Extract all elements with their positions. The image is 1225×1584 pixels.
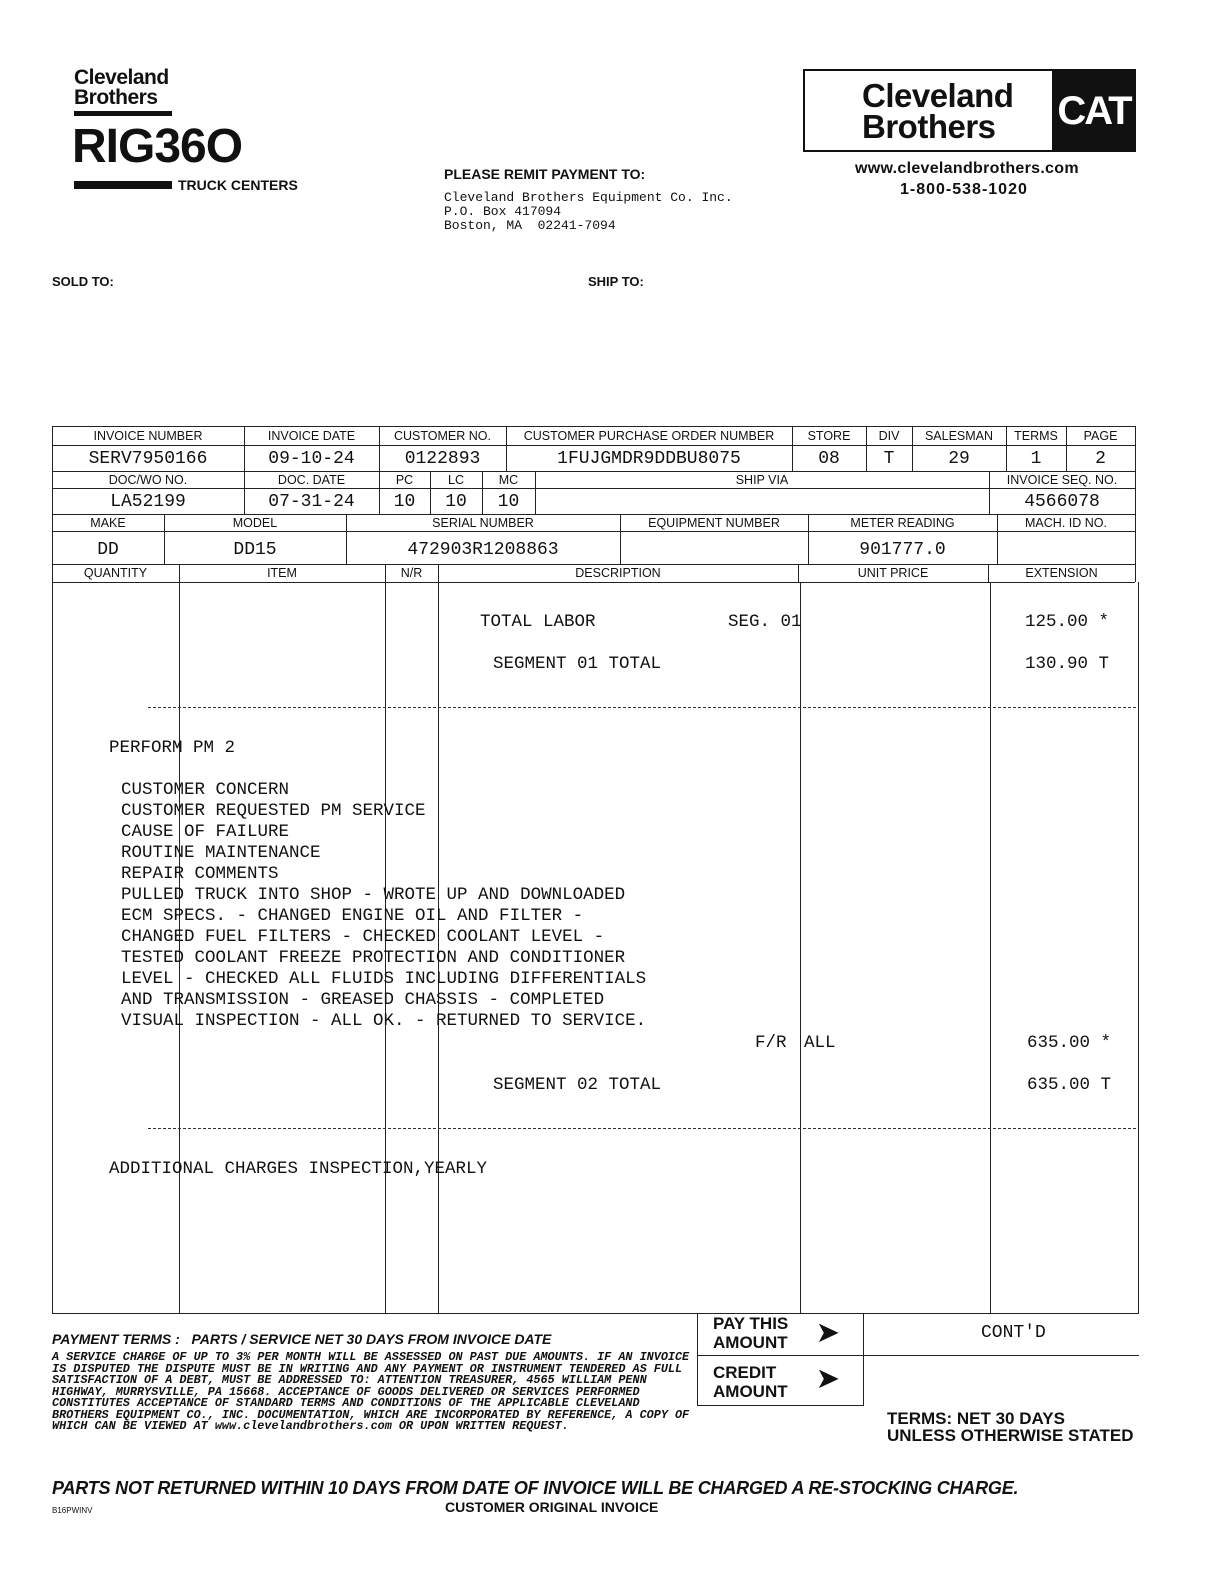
- remit-line2: P.O. Box 417094: [444, 204, 562, 219]
- note-line: ROUTINE MAINTENANCE: [121, 843, 321, 863]
- po-label: CUSTOMER PURCHASE ORDER NUMBER: [523, 429, 775, 443]
- meter-label: METER READING: [850, 516, 955, 530]
- segment-02-total-amount: 635.00 T: [1027, 1075, 1112, 1095]
- note-line: LEVEL - CHECKED ALL FLUIDS INCLUDING DIFFERENTIALS: [121, 969, 647, 989]
- note-line: VISUAL INSPECTION - ALL OK. - RETURNED TO SERVICE.: [121, 1011, 647, 1031]
- ship-via-label: SHIP VIA: [735, 473, 789, 487]
- mach-id-label: MACH. ID NO.: [1025, 516, 1107, 530]
- form-id: B16PWINV: [52, 1506, 93, 1515]
- logo-brand-mark: O: [205, 120, 243, 173]
- cat-logo-company: [862, 77, 1014, 145]
- note-line: REPAIR COMMENTS: [121, 864, 279, 884]
- pay-this-amount-label: [713, 1314, 788, 1352]
- invoice-seq-label: INVOICE SEQ. NO.: [1006, 473, 1118, 487]
- credit-amount-label: [713, 1363, 788, 1401]
- note-line: AND TRANSMISSION - GREASED CHASSIS - COMPLETED: [121, 990, 605, 1010]
- doc-date-label: DOC. DATE: [277, 473, 346, 487]
- sold-to-label: SOLD TO:: [52, 274, 114, 289]
- remit-line1: Cleveland Brothers Equipment Co. Inc.: [444, 190, 733, 205]
- phone-number: 1-800-538-1020: [900, 181, 1028, 198]
- logo-bar: [74, 181, 172, 189]
- total-labor-amount: 125.00 *: [1025, 612, 1110, 632]
- doc-date: 07-31-24: [268, 492, 355, 512]
- make: DD: [97, 540, 119, 560]
- terms-label: TERMS: [1014, 429, 1058, 443]
- logo-rule: [74, 111, 172, 116]
- po-number: 1FUJGMDR9DDBU8075: [557, 449, 741, 469]
- segment-01-tag: SEG. 01: [728, 612, 802, 632]
- page-number: 2: [1095, 449, 1106, 469]
- div-label: DIV: [878, 429, 900, 443]
- doc-wo-label: DOC/WO NO.: [108, 473, 188, 487]
- segment-divider: [148, 1128, 1136, 1129]
- extension-col-header: EXTENSION: [1025, 566, 1098, 580]
- fr-amount: 635.00 *: [1027, 1033, 1112, 1053]
- pay-this-line1: PAY THIS: [713, 1314, 789, 1333]
- lc: 10: [445, 492, 467, 512]
- invoice-date-label: INVOICE DATE: [267, 429, 356, 443]
- doc-wo-number: LA52199: [110, 492, 186, 512]
- segment-02-total-label: SEGMENT 02 TOTAL: [493, 1075, 662, 1095]
- net-terms-line2: UNLESS OTHERWISE STATED: [887, 1426, 1134, 1445]
- salesman-label: SALESMAN: [924, 429, 994, 443]
- pc-label: PC: [395, 473, 414, 487]
- net-terms: [887, 1410, 1134, 1444]
- invoice-seq: 4566078: [1024, 492, 1100, 512]
- total-labor-label: TOTAL LABOR: [480, 612, 596, 632]
- note-line: CUSTOMER REQUESTED PM SERVICE: [121, 801, 426, 821]
- serial-number: 472903R1208863: [407, 540, 559, 560]
- note-line: PULLED TRUCK INTO SHOP - WROTE UP AND DOWNLOADED: [121, 885, 626, 905]
- credit-line1: CREDIT: [713, 1363, 777, 1382]
- logo-tagline: TRUCK CENTERS: [178, 177, 298, 193]
- model-label: MODEL: [232, 516, 278, 530]
- make-label: MAKE: [90, 516, 126, 530]
- payment-box: [697, 1313, 1139, 1406]
- store: 08: [818, 449, 840, 469]
- additional-charges-line: ADDITIONAL CHARGES INSPECTION,YEARLY: [109, 1159, 488, 1179]
- description-col-header: DESCRIPTION: [575, 566, 661, 580]
- fr-all: ALL: [804, 1033, 836, 1053]
- website: www.clevelandbrothers.com: [855, 160, 1079, 177]
- perform-line: PERFORM PM 2: [109, 738, 236, 758]
- net-terms-line1: TERMS: NET 30 DAYS: [887, 1409, 1065, 1428]
- arrow-right-icon: ➤: [817, 1363, 839, 1393]
- logo-line2: Brothers: [74, 86, 158, 109]
- remit-heading: PLEASE REMIT PAYMENT TO:: [444, 166, 646, 182]
- lc-label: LC: [448, 473, 464, 487]
- remit-line3: Boston, MA 02241-7094: [444, 218, 616, 233]
- page-label: PAGE: [1083, 429, 1118, 443]
- item-col-header: ITEM: [267, 566, 297, 580]
- nr-col-header: N/R: [400, 566, 423, 580]
- terms: 1: [1030, 449, 1042, 469]
- arrow-right-icon: ➤: [817, 1317, 839, 1347]
- pay-this-line2: AMOUNT: [713, 1333, 788, 1352]
- note-line: CUSTOMER CONCERN: [121, 780, 290, 800]
- logo-company-name: [74, 68, 169, 108]
- invoice-date: 09-10-24: [268, 449, 355, 469]
- model: DD15: [233, 540, 277, 560]
- customer-no-label: CUSTOMER NO.: [394, 429, 491, 443]
- logo-brand-text: RIG36: [72, 120, 206, 173]
- fine-print: A SERVICE CHARGE OF UP TO 3% PER MONTH WILL BE ASSESSED ON PAST DUE AMOUNTS. IF AN INVOICE IS DISPUTED THE DISPUTE MUST BE IN WRITING AND ANY PAYMENT OR INSTRUMENT TENDERED AS FULL SATISFACTION OF A DEBT, MUST BE ADDRESSED TO: ATTENTION TREASURER, 4565 WILLIAM PENN HIGHWAY, MURRYSVILLE, PA 15668. ACCEPTANCE OF GOODS DELIVERED OR SERVICES PERFORMED CONSTITUTES ACCEPTANCE OF STANDARD TERMS AND CONDITIONS OF THE APPLICABLE CLEVELAND BROTHERS EQUIPMENT CO., INC. DOCUMENTATION, WHICH ARE INCORPORATED BY REFERENCE, A COPY OF WHICH CAN BE VIEWED AT www.clevelandbrothers.com OR UPON WRITTEN REQUEST.: [52, 1350, 690, 1433]
- restock-notice: PARTS NOT RETURNED WITHIN 10 DAYS FROM DATE OF INVOICE WILL BE CHARGED A RE-STOCKING CHARGE.: [52, 1478, 1019, 1498]
- payment-terms: PAYMENT TERMS : PARTS / SERVICE NET 30 DAYS FROM INVOICE DATE: [52, 1331, 552, 1347]
- logo-line1: Cleveland: [74, 66, 169, 89]
- note-line: CHANGED FUEL FILTERS - CHECKED COOLANT LEVEL -: [121, 927, 605, 947]
- customer-no: 0122893: [404, 449, 481, 469]
- meter-reading: 901777.0: [859, 540, 946, 560]
- note-line: CAUSE OF FAILURE: [121, 822, 290, 842]
- pay-amount: CONT'D: [981, 1323, 1046, 1343]
- ship-to-label: SHIP TO:: [588, 274, 644, 289]
- mc: 10: [497, 492, 520, 512]
- credit-line2: AMOUNT: [713, 1382, 788, 1401]
- cat-logo-line2: Brothers: [862, 108, 996, 145]
- quantity-col-header: QUANTITY: [83, 566, 148, 580]
- fr-label: F/R: [755, 1033, 787, 1053]
- segment-01-total-label: SEGMENT 01 TOTAL: [493, 654, 662, 674]
- segment-01-total-amount: 130.90 T: [1025, 654, 1110, 674]
- invoice-number-label: INVOICE NUMBER: [93, 429, 203, 443]
- serial-label: SERIAL NUMBER: [432, 516, 534, 530]
- salesman: 29: [948, 449, 970, 469]
- note-line: ECM SPECS. - CHANGED ENGINE OIL AND FILTER -: [121, 906, 584, 926]
- store-label: STORE: [807, 429, 851, 443]
- invoice-number: SERV7950166: [88, 449, 208, 469]
- equipment-label: EQUIPMENT NUMBER: [648, 516, 780, 530]
- pc: 10: [393, 492, 416, 512]
- unit-price-col-header: UNIT PRICE: [857, 566, 929, 580]
- mc-label: MC: [498, 473, 519, 487]
- cat-mark: CAT: [1052, 71, 1136, 152]
- copy-label: CUSTOMER ORIGINAL INVOICE: [445, 1499, 659, 1515]
- segment-divider: [148, 707, 1136, 708]
- logo-brand: [72, 122, 242, 172]
- note-line: TESTED COOLANT FREEZE PROTECTION AND CONDITIONER: [121, 948, 626, 968]
- cat-logo-line1: Cleveland: [862, 77, 1014, 114]
- div: T: [883, 449, 895, 469]
